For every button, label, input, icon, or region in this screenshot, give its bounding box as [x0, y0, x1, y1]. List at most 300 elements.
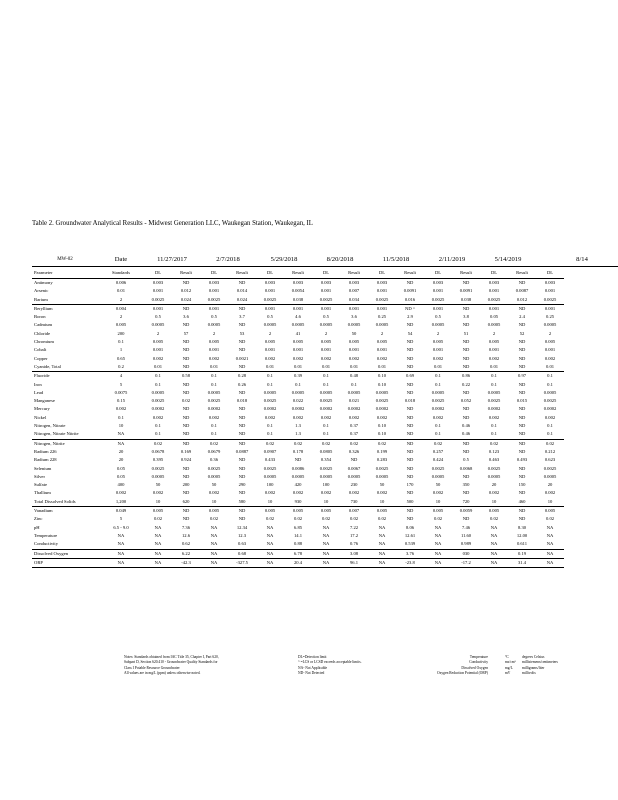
dl-value: 50 [379, 482, 385, 488]
dl-value: NA [266, 524, 274, 530]
result-value: ND [518, 516, 526, 522]
table-row [32, 448, 618, 456]
result-value: ND [452, 279, 480, 288]
result-value: 720 [462, 498, 470, 504]
result-value: ND [396, 279, 424, 288]
dl-value: 50 [211, 482, 217, 488]
result-value: ND [518, 423, 526, 429]
dl-value: 0.001 [544, 347, 556, 353]
result-value: 0.012 [180, 288, 192, 294]
dl-value: 0.0907 [263, 448, 277, 454]
table-row [32, 524, 618, 532]
standard-value: 2 [119, 296, 123, 302]
dl-value: 0.02 [209, 516, 219, 522]
result-value: 0.97 [508, 372, 536, 381]
standard-value: 0.01 [116, 288, 126, 294]
dl-value: 0.002 [208, 414, 220, 420]
standard-value: 5 [119, 516, 123, 522]
dl-value: NA [256, 549, 284, 558]
dl-value: 0.395 [152, 457, 164, 463]
result-value: 0.002 [348, 414, 360, 420]
dl-header: DL [312, 267, 340, 279]
dl-value: 0.123 [488, 448, 500, 454]
parameter-name: Zinc [34, 516, 43, 522]
dl-value: 0.002 [432, 414, 444, 420]
result-value: 0.0091 [459, 288, 473, 294]
result-value: 54 [407, 330, 413, 336]
dl-value: 0.1 [547, 423, 553, 429]
dl-value: 0.283 [376, 457, 388, 463]
standard-value: 200 [117, 330, 125, 336]
result-value: 0.1 [295, 381, 301, 387]
results-table [32, 254, 618, 568]
dl-value: 0.001 [368, 304, 396, 313]
results-table-container [32, 254, 618, 568]
dl-value: 0.01 [378, 363, 387, 369]
result-value: 0.0087 [515, 288, 529, 294]
dl-value: 0.1 [267, 431, 273, 437]
result-value: 930 [294, 498, 302, 504]
result-value: ND [462, 389, 470, 395]
result-value: 50 [351, 330, 357, 336]
dl-header: DL [424, 267, 452, 279]
dl-value: 0.1 [211, 431, 217, 437]
result-header: Result [228, 267, 256, 279]
standard-value: 0.049 [98, 507, 144, 516]
result-value: 0.88 [294, 541, 303, 547]
result-value: ND [238, 406, 246, 412]
result-value: 500 [406, 498, 414, 504]
result-value: ND [508, 279, 536, 288]
dl-value: 0.002 [264, 355, 276, 361]
dl-value: NA [368, 549, 396, 558]
dl-header: DL [200, 267, 228, 279]
result-value: 0.493 [516, 457, 528, 463]
dl-value: 100 [266, 482, 274, 488]
result-value: ND [182, 381, 190, 387]
dl-value: NA [200, 558, 228, 567]
dl-value: 0.0025 [207, 465, 221, 471]
dl-value: 0.0005 [431, 473, 445, 479]
dl-value: 0.1 [435, 381, 441, 387]
standard-value: 20 [118, 448, 124, 454]
dl-value: 0.0005 [543, 322, 557, 328]
parameter-name: Fluoride [32, 372, 98, 381]
dl-value: 0.0002 [263, 406, 277, 412]
dl-value: NA [434, 532, 442, 538]
result-value: 0.169 [180, 448, 192, 454]
dl-value: 0.5 [211, 314, 217, 320]
result-value: -17.2 [452, 558, 480, 567]
dl-value: 0.02 [153, 516, 163, 522]
dl-value: 0.001 [376, 288, 388, 294]
result-value: ND [294, 457, 302, 463]
table-row [32, 330, 618, 338]
dl-value: NA [480, 549, 508, 558]
parameter-name: Antimony [32, 279, 98, 288]
parameter-name: Lead [34, 389, 44, 395]
notes-unit-descriptions: degrees Celsius millisiemens/centimeters milligrams/liter millivolts [522, 655, 558, 676]
dl-value: 0.001 [424, 304, 452, 313]
result-value: 200 [182, 482, 190, 488]
result-value: 96.1 [340, 558, 368, 567]
dl-value: 0.1 [323, 423, 329, 429]
dl-value: 0.0679 [207, 448, 221, 454]
dl-value: 0.005 [432, 339, 444, 345]
result-value: ND [396, 507, 424, 516]
result-value: -42.3 [172, 558, 200, 567]
dl-value: 0.1 [536, 372, 564, 381]
result-value: ND [452, 439, 480, 448]
table-row [32, 405, 618, 413]
dl-value: NA [546, 541, 554, 547]
dl-value: 0.1 [155, 431, 161, 437]
dl-value: 0.001 [536, 304, 564, 313]
dl-value: 0.0002 [543, 406, 557, 412]
result-value: ND [518, 448, 526, 454]
table-row [32, 321, 618, 329]
table-row [32, 439, 618, 448]
dl-value: 50 [435, 482, 441, 488]
dl-value: 0.005 [152, 339, 164, 345]
result-value: 0.005 [284, 507, 312, 516]
dl-value: 0.1 [491, 423, 497, 429]
dl-value: 0.1 [211, 423, 217, 429]
result-value: 150 [518, 482, 526, 488]
result-value: ND [182, 389, 190, 395]
dl-value: 0.05 [490, 314, 499, 320]
dl-value: NA [546, 524, 554, 530]
dl-value: 0.0005 [487, 322, 501, 328]
result-value: 1.3 [295, 423, 301, 429]
result-value: ND [518, 322, 526, 328]
result-value: 0.989 [460, 541, 472, 547]
dl-value: 0.002 [264, 414, 276, 420]
standard-value: 0.002 [115, 490, 127, 496]
table-row [32, 304, 618, 313]
result-value: 230 [350, 482, 358, 488]
result-value: 0.016 [404, 296, 416, 302]
dl-value: 10 [435, 498, 441, 504]
standard-value: 0.65 [116, 355, 126, 361]
parameter-name: Silver [34, 473, 45, 479]
result-value: 0.024 [236, 296, 248, 302]
result-value: 0.178 [292, 448, 304, 454]
result-value: 0.002 [292, 414, 304, 420]
result-value: 0.018 [404, 398, 416, 404]
dl-value: 0.0005 [487, 473, 501, 479]
parameter-name: Radium 226 [34, 448, 57, 454]
dl-value: NA [256, 558, 284, 567]
result-value: 0.022 [292, 398, 304, 404]
dl-value: 0.5 [323, 314, 329, 320]
dl-value: 0.02 [480, 439, 508, 448]
result-value: 0.1 [351, 381, 357, 387]
parameter-name: Chloride [34, 330, 51, 336]
dl-value: 0.002 [432, 355, 444, 361]
result-value: 0.052 [460, 398, 472, 404]
result-value: 0.0054 [291, 288, 305, 294]
standards-header: Standards [98, 267, 144, 279]
table-row [32, 422, 618, 430]
parameter-name: Selenium [34, 465, 52, 471]
result-value: 6.85 [294, 524, 303, 530]
result-value: 290 [238, 482, 246, 488]
dl-value: 0.02 [266, 516, 275, 522]
result-value: 0.038 [460, 296, 472, 302]
result-value: ND [452, 304, 480, 313]
dl-value: 0.02 [312, 439, 340, 448]
dl-value: 0.001 [152, 288, 164, 294]
notes-standards: Notes: Standards obtained from IAC Title 35, Chapter I, Part 620, Subpart D, Section 620.410 - Groundwater Quality Standards for Class I Potable Resource Groundwater All values are in mg/L (ppm) unless otherwise noted. [124, 655, 219, 676]
dl-value: 0.001 [432, 288, 444, 294]
result-value: 6.22 [172, 549, 200, 558]
dl-value: 0.003 [312, 279, 340, 288]
date-header: 8/20/2018 [312, 254, 368, 267]
result-value: 0.018 [236, 398, 248, 404]
dl-value: 0.002 [544, 355, 556, 361]
result-value: ND [518, 490, 526, 496]
result-value: ND [462, 448, 470, 454]
table-caption: Table 2. Groundwater Analytical Results - Midwest Generation LLC, Waukegan Station, Waukegan, IL [32, 220, 313, 227]
result-value: 0.48 [340, 372, 368, 381]
dl-value: 0.25 [546, 314, 555, 320]
dl-value: 0.003 [368, 279, 396, 288]
result-value: ND [518, 363, 526, 369]
dl-value: 0.0005 [207, 389, 221, 395]
result-value: 0.0005 [347, 473, 361, 479]
result-value: 6.78 [284, 549, 312, 558]
dl-value: 0.02 [424, 439, 452, 448]
dl-value: 0.001 [208, 288, 220, 294]
result-value: 0.539 [404, 541, 416, 547]
dl-value: NA [322, 524, 330, 530]
result-value: 0.26 [238, 381, 247, 387]
dl-value: 0.0005 [263, 389, 277, 395]
result-value: 0.001 [292, 347, 304, 353]
parameter-name: Boron [34, 314, 46, 320]
dl-value: 0.1 [267, 381, 273, 387]
result-value: ND [462, 473, 470, 479]
result-value: ND [182, 322, 190, 328]
dl-value: 0.01 [490, 363, 499, 369]
dl-value: 0.0002 [151, 406, 165, 412]
result-value: 420 [294, 482, 302, 488]
dl-value: 0.0005 [431, 389, 445, 395]
dl-value: 0.003 [200, 279, 228, 288]
dl-value: 0.1 [547, 431, 553, 437]
dl-value: 0.25 [378, 314, 387, 320]
result-value: ND [406, 363, 414, 369]
dl-value: NA [490, 524, 498, 530]
result-value: ND [238, 465, 246, 471]
dl-value: 0.0002 [319, 406, 333, 412]
dl-value: 0.0002 [207, 406, 221, 412]
result-value: ND [406, 431, 414, 437]
dl-value: 0.1 [424, 372, 452, 381]
result-value: 0.0887 [235, 448, 249, 454]
dl-value: 0.5 [267, 314, 273, 320]
result-value: 12.00 [516, 532, 528, 538]
date-header: 8/14 [536, 254, 618, 267]
result-header: Result [508, 267, 536, 279]
parameter-name: Total Dissolved Solids [34, 498, 76, 504]
result-value: ND [182, 414, 190, 420]
table-row [32, 456, 618, 464]
date-header: 11/27/2017 [144, 254, 200, 267]
standard-value: 0.05 [116, 465, 126, 471]
dl-value: NA [424, 549, 452, 558]
date-header-row [32, 254, 618, 267]
dl-value: 0.0025 [319, 465, 333, 471]
dl-value: 0.1 [547, 381, 553, 387]
dl-value: 0.005 [376, 339, 388, 345]
table-row [32, 355, 618, 363]
dl-value: 20 [547, 482, 553, 488]
result-value: 0.46 [462, 431, 471, 437]
table-row [32, 381, 618, 389]
dl-value: 0.0002 [431, 406, 445, 412]
parameter-name: Iron [34, 381, 42, 387]
standard-value: 400 [117, 482, 125, 488]
result-value: 0.021 [348, 398, 360, 404]
result-value: 0.0021 [235, 355, 249, 361]
result-value: 17.2 [350, 532, 359, 538]
dl-value: 0.01 [266, 363, 275, 369]
dl-value: NA [434, 524, 442, 530]
result-header: Result [452, 267, 480, 279]
result-value: 53 [239, 330, 245, 336]
dl-value: 0.005 [480, 507, 508, 516]
result-value: 41 [295, 330, 301, 336]
dl-value: 0.0025 [487, 398, 501, 404]
parameter-name: Manganese [34, 398, 55, 404]
result-value: ND [406, 389, 414, 395]
standard-value: 1 [119, 347, 123, 353]
result-value: 730 [350, 498, 358, 504]
standard-value: 10 [118, 423, 124, 429]
standard-value: 4 [98, 372, 144, 381]
result-value: 0.69 [396, 372, 424, 381]
parameter-header: Parameter [32, 267, 98, 279]
result-value: 0.924 [180, 457, 192, 463]
result-value: ND [508, 304, 536, 313]
parameter-name: Cobalt [34, 347, 47, 353]
result-value: ND [182, 516, 190, 522]
dl-value: 0.354 [320, 457, 332, 463]
dl-value: 0.1 [491, 431, 497, 437]
dl-value: 0.001 [320, 288, 332, 294]
dl-value: NA [378, 532, 386, 538]
result-value: ND [406, 347, 414, 353]
result-value: ND [508, 507, 536, 516]
dl-value: 0.0025 [319, 296, 333, 302]
table-row [32, 473, 618, 481]
dl-value: 0.003 [424, 279, 452, 288]
dl-value: 0.0025 [263, 465, 277, 471]
table-row [32, 313, 618, 321]
result-value: ND [406, 448, 414, 454]
result-value: 0.0005 [347, 322, 361, 328]
dl-value: 0.001 [152, 347, 164, 353]
result-value: 0.002 [348, 490, 360, 496]
dl-value: 20 [491, 482, 497, 488]
dl-value: 2 [156, 330, 160, 336]
dl-value: 0.005 [320, 339, 332, 345]
table-row [32, 346, 618, 354]
result-value: ND [182, 363, 190, 369]
dl-value: 0.002 [544, 414, 556, 420]
result-value: ND [406, 473, 414, 479]
result-value: 170 [406, 482, 414, 488]
dl-value: 0.623 [544, 457, 556, 463]
dl-value: 0.02 [434, 516, 443, 522]
dl-value: 0.0005 [151, 389, 165, 395]
dl-value: 0.0025 [207, 296, 221, 302]
notes-abbreviations: DL=Detection limit ^ =LCS or LCSD exceeds acceptable limits. NA- Not Applicable ND- Not Detected [298, 655, 362, 676]
dl-value: 10 [379, 498, 385, 504]
standard-value: 0.0075 [114, 389, 128, 395]
dl-value: 0.1 [267, 423, 273, 429]
dl-value: 0.5 [435, 314, 441, 320]
result-value: 12.61 [404, 532, 416, 538]
dl-value: 0.0678 [151, 448, 165, 454]
notes-field-parameters: Temperature Conductivity Dissolved Oxygen Oxygen Reduction Potential (ORP) [436, 655, 488, 676]
dl-value: 0.02 [144, 439, 172, 448]
result-value: ND [462, 406, 470, 412]
dl-value: 10 [155, 498, 161, 504]
result-value: 0.034 [348, 296, 360, 302]
dl-header: DL [480, 267, 508, 279]
dl-value: 0.0805 [319, 448, 333, 454]
result-value: 0.0068 [459, 465, 473, 471]
dl-value: NA [378, 541, 386, 547]
parameter-name: Arsenic [34, 288, 49, 294]
result-value: ND [238, 457, 246, 463]
result-value: 0.02 [284, 439, 312, 448]
dl-value: 0.0025 [487, 296, 501, 302]
parameter-name: Nickel [34, 414, 47, 420]
result-value: 0.014 [236, 288, 248, 294]
dl-value: 0.01 [322, 363, 331, 369]
result-value: ND [182, 423, 190, 429]
table-row [32, 558, 618, 567]
result-value: ND [182, 347, 190, 353]
date-label: Date [98, 254, 144, 267]
result-header: Result [340, 267, 368, 279]
result-value: ND [182, 473, 190, 479]
dl-value: 0.1 [435, 423, 441, 429]
result-value: 0.002 [292, 355, 304, 361]
dl-value: 2 [268, 330, 272, 336]
parameter-name: Copper [34, 355, 48, 361]
dl-value: 0.0005 [151, 473, 165, 479]
dl-value: NA [322, 541, 330, 547]
result-value: ND [518, 473, 526, 479]
dl-value: 0.002 [488, 414, 500, 420]
parameter-name: Temperature [34, 532, 58, 538]
dl-value: 0.212 [544, 448, 556, 454]
standard-value: NA [98, 439, 144, 448]
standard-value: NA [117, 431, 125, 437]
result-value: 57 [183, 330, 189, 336]
result-value: 31.4 [508, 558, 536, 567]
dl-value: 0.002 [152, 490, 164, 496]
result-value: 7.46 [462, 524, 471, 530]
result-value: ND [228, 279, 256, 288]
standard-value: NA [117, 532, 125, 538]
result-value: 12.34 [236, 524, 248, 530]
